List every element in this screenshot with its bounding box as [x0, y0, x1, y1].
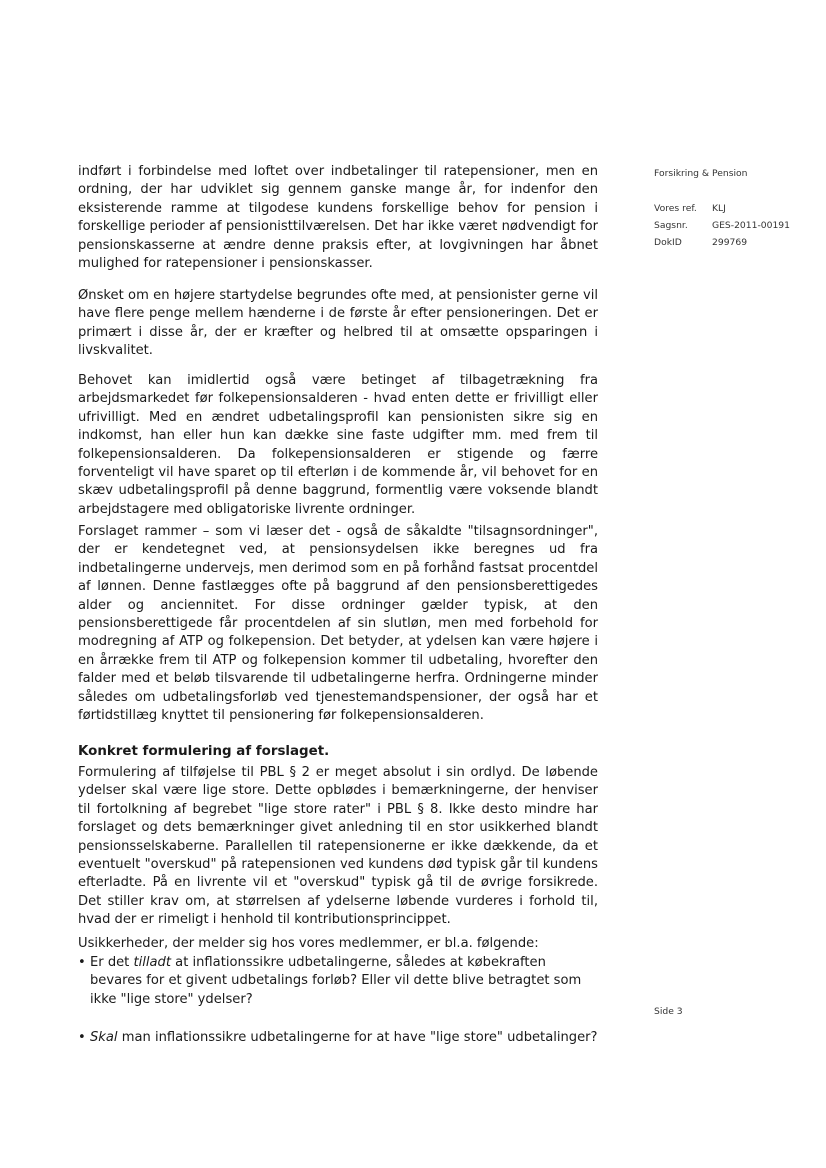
bullet-icon: • — [78, 955, 86, 970]
sagsnr-value: GES-2011-00191 — [712, 220, 790, 231]
bullet-list — [78, 954, 598, 1048]
vores-ref-label: Vores ref. — [654, 203, 697, 214]
bullet-1-pre: Er det — [90, 955, 134, 970]
sagsnr-row — [654, 220, 790, 232]
bullet-2-emphasis: Skal — [90, 1030, 118, 1046]
paragraph-4: Forslaget rammer – som vi læser det - også de såkaldte "tilsagnsordninger", der er kendetegnet ved, at pensionsydelsen ikke beregnes ud fra indbetalingerne undervejs, men derimod som en på forhånd fastsat procentdel af lønnen. Denne fastlægges ofte på baggrund af den pensionsberettigedes alder og anciennitet. For disse ordninger gælder typisk, at den pensionsberettigede får procentdelen af sin slutløn, men med forbehold for modregning af ATP og folkepension. Det betyder, at ydelsen kan være højere i en årrække frem til ATP og folkepension kommer til udbetaling, hvorefter den falder med et beløb tilsvarende til udbetalingerne herfra. Ordningerne minder således om udbetalingsforløb ved tjenestemandspensioner, der også har et førtidstillæg knyttet til pensionering før folkepensionsalderen. — [78, 524, 598, 724]
sagsnr-label: Sagsnr. — [654, 220, 688, 231]
dokid-value: 299769 — [712, 237, 748, 248]
paragraph-1: indført i forbindelse med loftet over indbetalinger til ratepensioner, men en ordning, der har udviklet sig gennem ganske mange år, for indenfor den eksisterende ramme at tilgodese kundens forskellige behov for pension i forskellige perioder af pensionisttilværelsen. Det har ikke været nødvendigt for pensionskasserne at ændre denne praksis efter, at lovgivningen har åbnet mulighed for ratepensioner i pensionskasser. — [78, 164, 598, 272]
bullet-1-post: at inflationssikre udbetalingerne, således at købekraften bevares for et givent udbetalings forløb? Eller vil dette blive betragtet som ikke "lige store" ydelser? — [90, 955, 582, 1007]
bullet-2-post: man inflationssikre udbetalingerne for at have "lige store" udbetalinger? — [117, 1030, 598, 1046]
list-item — [78, 954, 598, 1009]
dokid-row — [654, 237, 747, 249]
vores-ref-value: KLJ — [712, 203, 726, 214]
paragraph-3: Behovet kan imidlertid også være betinget af tilbagetrækning fra arbejdsmarkedet før folkepensionsalderen - hvad enten dette er frivilligt eller ufrivilligt. Med en ændret udbetalingsprofil kan pensionisten sikre sig en indkomst, han eller hun kan dække sine faste udgifter mm. med frem til folkepensionsalderen. Da folkepensionsalderen er stigende og færre forventeligt vil have sparet op til efterløn i de kommende år, vil behovet for en skæv udbetalingsprofil på denne baggrund, formentlig være voksende blandt arbejdstagere med obligatoriske livrente ordninger. — [78, 373, 598, 517]
vores-ref-row — [654, 203, 726, 215]
list-item — [78, 1029, 598, 1047]
organization-name: Forsikring & Pension — [654, 168, 748, 179]
page-number: Side 3 — [654, 1006, 683, 1017]
dokid-label: DokID — [654, 237, 682, 248]
paragraph-6: Usikkerheder, der melder sig hos vores medlemmer, er bl.a. følgende: — [78, 936, 539, 951]
section-heading: Konkret formulering af forslaget. — [78, 744, 330, 759]
bullet-icon: • — [78, 1030, 86, 1046]
paragraph-2: Ønsket om en højere startydelse begrundes ofte med, at pensionister gerne vil have flere penge mellem hænderne i de første år efter pensioneringen. Det er primært i disse år, der er kræfter og helbred til at omsætte opsparingen i livskvalitet. — [78, 288, 598, 359]
paragraph-5: Formulering af tilføjelse til PBL § 2 er meget absolut i sin ordlyd. De løbende ydelser skal være lige store. Dette opblødes i bemærkningerne, der henviser til fortolkning af begrebet "lige store rater" i PBL § 8. Ikke desto mindre har forslaget og dets bemærkninger givet anledning til en stor usikkerhed blandt pensionsselskaberne. Parallellen til ratepensionerne er ikke dækkende, da et eventuelt "overskud" på ratepensionen ved kundens død typisk går til kundens efterladte. På en livrente vil et "overskud" typisk gå til de øvrige forsikrede. Det stiller krav om, at størrelsen af ydelserne løbende vurderes i forhold til, hvad der er rimeligt i henhold til kontributionsprincippet. — [78, 765, 598, 928]
bullet-1-emphasis: tilladt — [133, 955, 172, 970]
